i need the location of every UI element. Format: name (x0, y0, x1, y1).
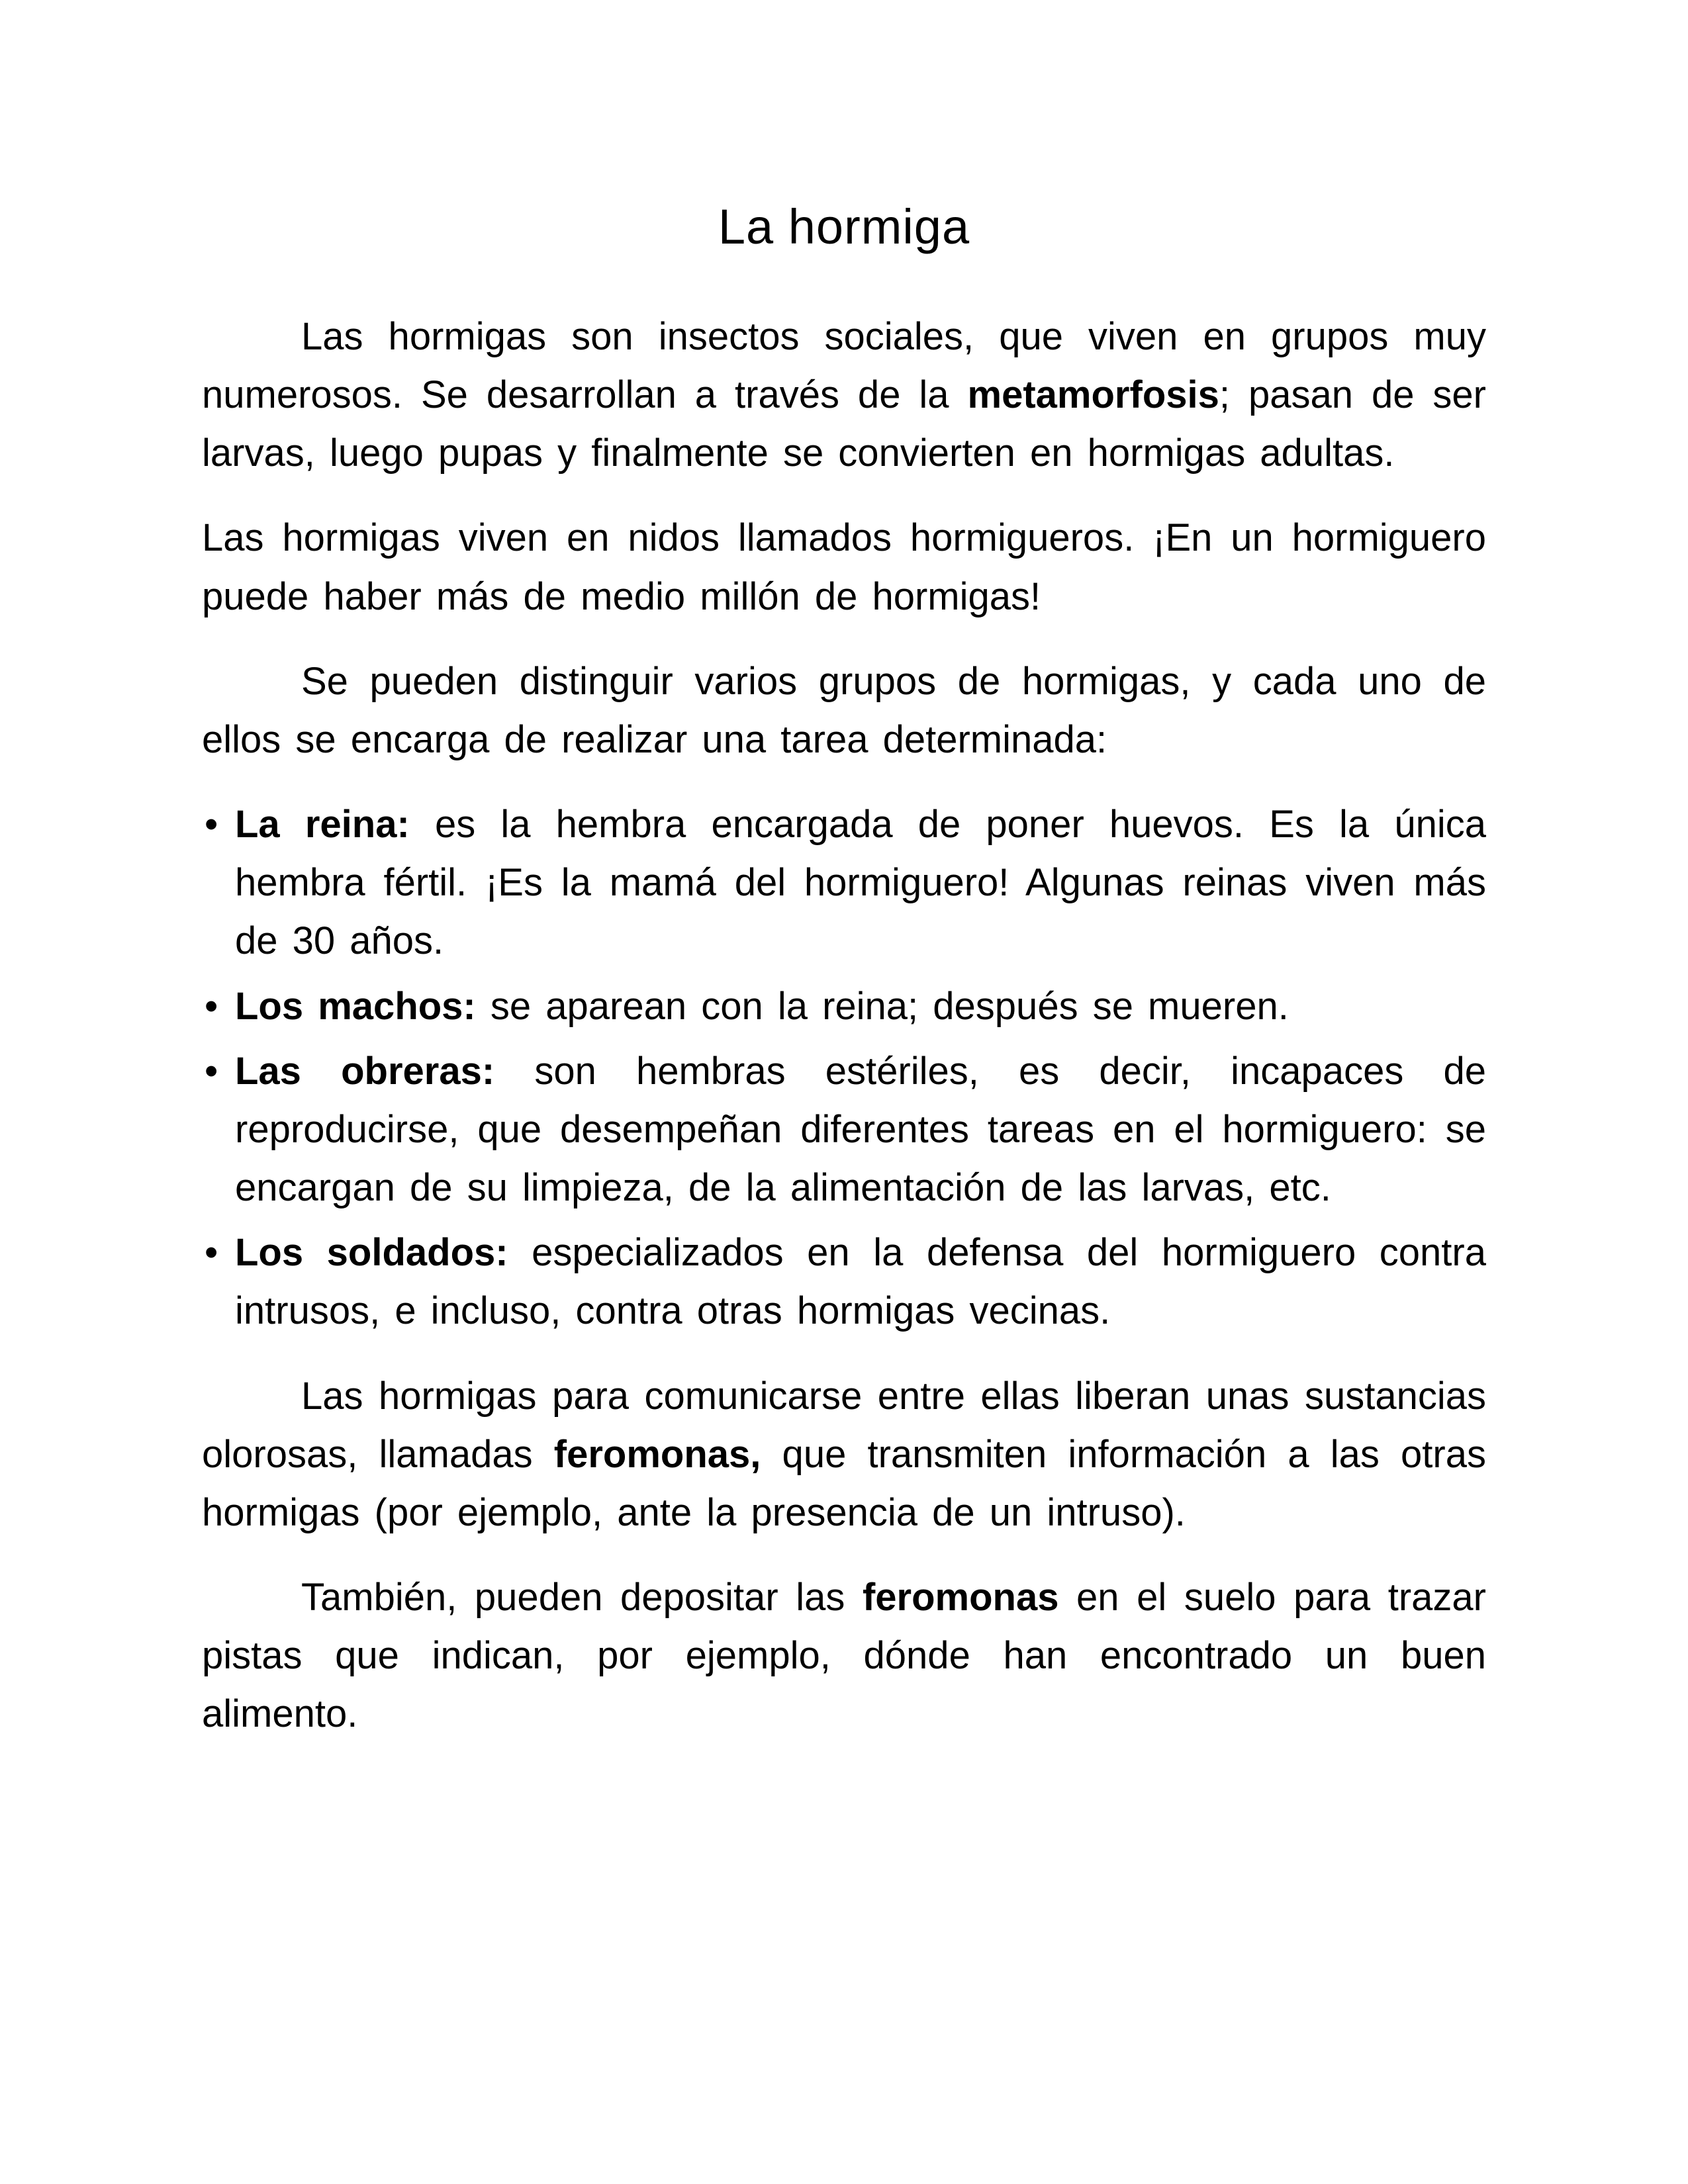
text-run: Las hormigas viven en nidos llamados hormigueros. ¡En un hormiguero puede haber más de medio millón de hormigas! (202, 516, 1486, 618)
bullet-label: Las obreras: (235, 1049, 495, 1093)
bullet-text: es la hembra encargada de poner huevos. Es la única hembra fértil. ¡Es la mamá del hormiguero! Algunas reinas viven más de 30 años. (235, 803, 1487, 963)
bullet-label: Los soldados: (235, 1231, 508, 1275)
bold-term-metamorfosis: metamorfosis (967, 373, 1219, 417)
bullet-icon: • (205, 1231, 218, 1275)
bullet-icon: • (205, 803, 218, 846)
bold-term-feromonas: feromonas, (553, 1432, 761, 1476)
paragraph-nidos (202, 509, 1486, 625)
paragraph-grupos (202, 653, 1486, 769)
text-run: También, pueden depositar las (301, 1575, 863, 1619)
list-item-obreras (202, 1042, 1486, 1217)
bullet-label: La reina: (235, 803, 410, 846)
text-run: en el suelo para trazar pistas que indican, por ejemplo, dónde han encontrado un buen alimento. (202, 1575, 1486, 1736)
text-run: Las hormigas son insectos sociales, que viven en grupos muy numerosos. Se desarrollan a través de la (202, 315, 1486, 417)
bullet-text: son hembras estériles, es decir, incapaces de reproducirse, que desempeñan diferentes tareas en el hormiguero: se encargan de su limpieza, de la alimentación de las larvas, etc. (235, 1049, 1486, 1210)
text-run: que transmiten información a las otras hormigas (por ejemplo, ante la presencia de un intruso). (202, 1432, 1486, 1534)
list-item-machos (202, 978, 1486, 1036)
list-item-soldados (202, 1224, 1486, 1340)
text-run: Las hormigas para comunicarse entre ellas liberan unas sustancias olorosas, llamadas (202, 1374, 1486, 1476)
page-title: La hormiga (718, 199, 970, 254)
bullet-text: se aparean con la reina; después se mueren. (475, 984, 1289, 1028)
paragraph-intro (202, 308, 1486, 482)
text-run: ; pasan de ser larvas, luego pupas y finalmente se convierten en hormigas adultas. (202, 373, 1486, 475)
text-run: Se pueden distinguir varios grupos de hormigas, y cada uno de ellos se encarga de realizar una tarea determinada: (202, 659, 1486, 761)
paragraph-feromonas (202, 1367, 1486, 1542)
bullet-icon: • (205, 984, 218, 1028)
bullet-label: Los machos: (235, 984, 476, 1028)
paragraph-pistas (202, 1569, 1486, 1743)
list-item-reina (202, 796, 1486, 970)
bullet-text: especializados en la defensa del hormiguero contra intrusos, e incluso, contra otras hormigas vecinas. (235, 1231, 1486, 1333)
bullet-icon: • (205, 1049, 218, 1093)
ant-groups-list (202, 796, 1486, 1340)
bold-term-feromonas-2: feromonas (862, 1575, 1059, 1619)
